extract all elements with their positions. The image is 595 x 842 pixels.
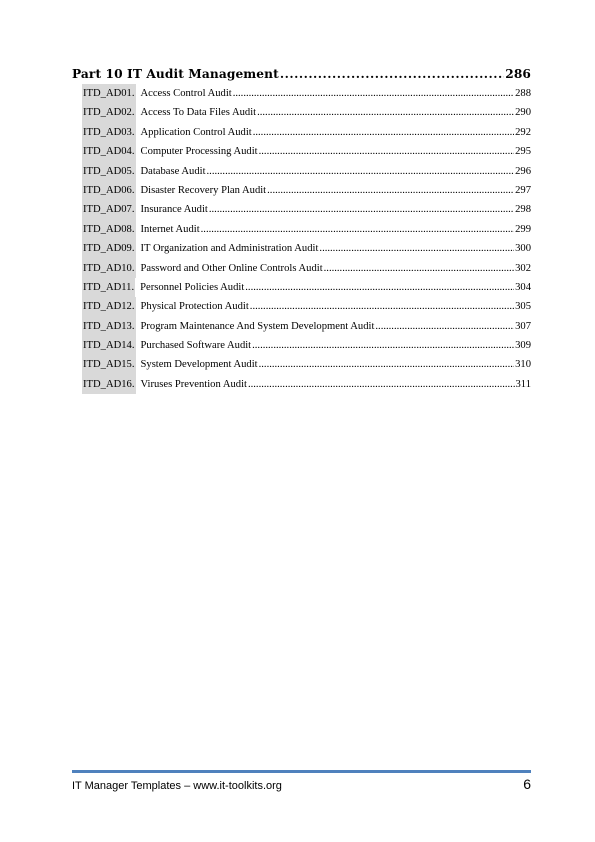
toc-entry[interactable] [72,375,531,394]
dot-leader [250,297,514,316]
entry-code: ITD_AD09. [82,239,136,258]
entry-title: Program Maintenance And System Development Audit [140,320,375,332]
toc-entry[interactable] [72,336,531,355]
toc-entry[interactable] [72,123,531,142]
dot-leader [259,355,514,374]
entry-code: ITD_AD06. [82,181,136,200]
entry-page-number: 309 [515,340,531,352]
dot-leader [319,239,514,258]
footer-divider [72,770,531,773]
entry-page-number: 296 [515,165,531,177]
entry-page-number: 304 [515,281,531,293]
entry-title: Viruses Prevention Audit [140,378,247,390]
entry-code: ITD_AD10. [82,259,136,278]
toc-entry[interactable] [72,259,531,278]
dot-leader [233,84,514,103]
entry-code: ITD_AD02. [82,103,136,122]
toc-entry[interactable] [72,162,531,181]
entry-code: ITD_AD03. [82,123,136,142]
entry-code: ITD_AD15. [82,355,136,374]
entry-title: Access To Data Files Audit [140,107,257,119]
dot-leader [267,181,514,200]
entry-title: Internet Audit [140,223,200,235]
entry-code: ITD_AD16. [82,375,136,394]
entry-page-number: 288 [515,88,531,99]
entry-page-number: 290 [515,107,531,119]
toc-entry[interactable] [72,239,531,258]
entry-title: System Development Audit [140,359,258,371]
entry-title: Database Audit [140,165,206,177]
toc-entry[interactable] [72,220,531,239]
toc-entry[interactable] [72,142,531,161]
entry-page-number: 311 [515,378,531,390]
entry-code: ITD_AD04. [82,142,136,161]
dot-leader [201,220,514,239]
entry-title: Disaster Recovery Plan Audit [140,184,267,196]
entry-title: Access Control Audit [140,88,232,99]
entry-code: ITD_AD05. [82,162,136,181]
entry-code: ITD_AD14. [82,336,136,355]
entry-title: Insurance Audit [140,204,208,216]
entry-page-number: 298 [515,204,531,216]
part-page-number: 286 [505,67,531,81]
dot-leader [209,200,514,219]
toc-entry[interactable] [72,103,531,122]
dot-leader [259,142,514,161]
dot-leader [248,375,515,394]
entry-page-number: 300 [515,243,531,255]
entry-code: ITD_AD01. [82,84,136,103]
footer-page-number: 6 [523,776,531,792]
toc-entry[interactable] [72,317,531,336]
entry-title: Application Control Audit [140,126,252,138]
entry-page-number: 307 [515,320,531,332]
entry-page-number: 297 [515,184,531,196]
toc-entry[interactable] [72,84,531,103]
dot-leader [280,64,504,84]
entry-title: Password and Other Online Controls Audit [140,262,323,274]
dot-leader [252,336,514,355]
dot-leader [257,103,514,122]
dot-leader [375,317,514,336]
dot-leader [253,123,514,142]
table-of-contents [72,64,531,394]
entry-title: Computer Processing Audit [140,146,258,158]
toc-entry[interactable] [72,278,531,297]
entry-code: ITD_AD13. [82,317,136,336]
toc-entry[interactable] [72,297,531,316]
entry-page-number: 305 [515,301,531,313]
toc-entry-list [72,84,531,394]
part-title: Part 10 IT Audit Management [72,67,279,81]
dot-leader [245,278,514,297]
entry-code: ITD_AD07. [82,200,136,219]
dot-leader [324,259,514,278]
entry-title: Personnel Policies Audit [140,281,245,293]
toc-entry[interactable] [72,200,531,219]
toc-entry[interactable] [72,181,531,200]
dot-leader [207,162,515,181]
toc-entry[interactable] [72,355,531,374]
entry-page-number: 292 [515,126,531,138]
footer-text: IT Manager Templates – www.it-toolkits.org [72,780,282,792]
entry-code: ITD_AD11. [82,278,135,297]
entry-title: IT Organization and Administration Audit [140,243,319,255]
entry-page-number: 302 [515,262,531,274]
toc-part-heading[interactable] [72,64,531,84]
entry-title: Physical Protection Audit [140,301,249,313]
entry-title: Purchased Software Audit [140,340,252,352]
entry-code: ITD_AD12. [82,297,136,316]
entry-page-number: 299 [515,223,531,235]
entry-page-number: 295 [515,146,531,158]
entry-page-number: 310 [515,359,531,371]
entry-code: ITD_AD08. [82,220,136,239]
